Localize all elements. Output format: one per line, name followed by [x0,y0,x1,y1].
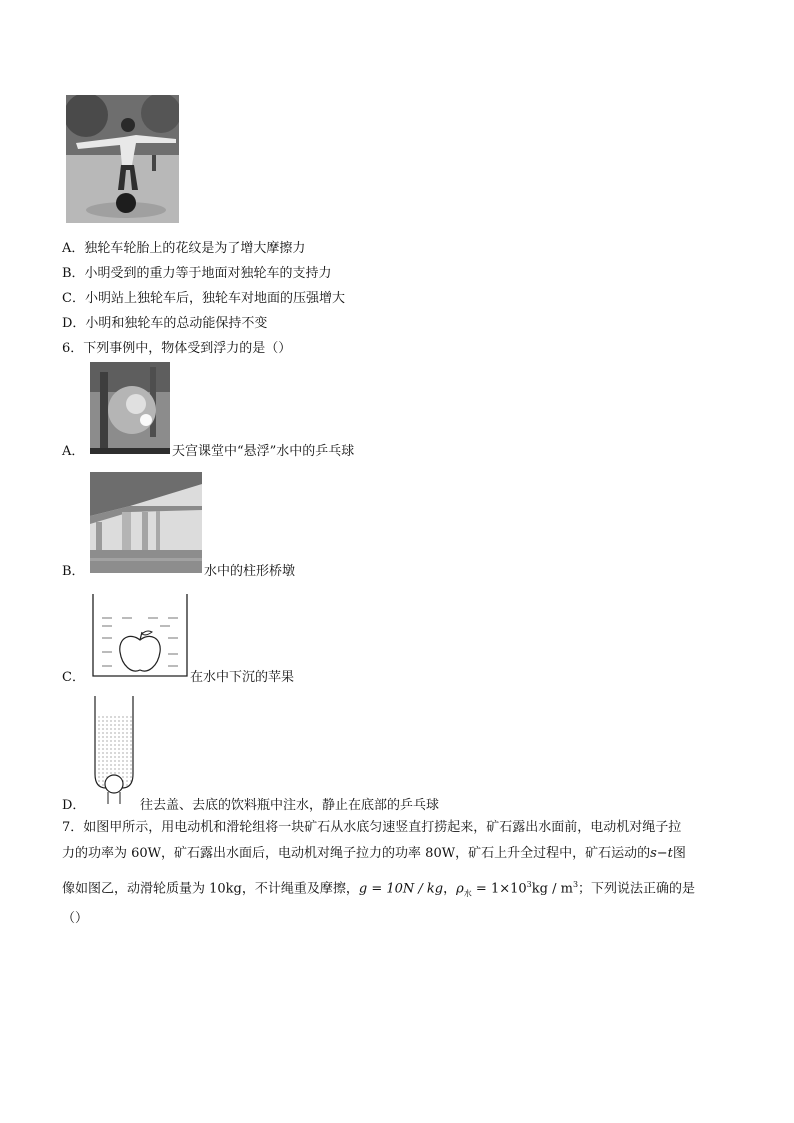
bottle-ball-diagram [90,696,138,808]
q6-option-a-label: A． [62,444,85,459]
q7-line-3 [62,876,695,903]
q6-stem: 6．下列事例中，物体受到浮力的是（） [62,341,292,356]
q6-option-b-caption: 水中的柱形桥墩 [204,564,296,579]
q6-option-c-caption: 在水中下沉的苹果 [190,670,295,685]
q7-st-symbol: s−t [650,846,673,861]
q6-option-b-label: B． [62,564,85,579]
q7-rho-unit-exponent: 3 [572,880,579,889]
q7-line-3-text-a: 像如图乙，动滑轮质量为 10kg，不计绳重及摩擦， [62,881,359,897]
apple-in-water-diagram [90,594,190,680]
q6-option-d-caption: 往去盖、去底的饮料瓶中注水，静止在底部的乒乓球 [140,798,440,813]
q5-option-d: D．小明和独轮车的总动能保持不变 [62,316,268,331]
unicycle-photo [66,95,179,223]
q6-option-d-label: D． [62,798,86,813]
bridge-pier-photo [90,472,202,573]
q7-line-2-text-a: 力的功率为 60W，矿石露出水面后，电动机对绳子拉力的功率 80W，矿石上升全过程中，矿石运动的 [62,846,651,861]
q6-option-a-caption: 天宫课堂中“悬浮”水中的乒乓球 [172,444,355,459]
q5-option-a: A．独轮车轮胎上的花纹是为了增大摩擦力 [62,241,306,256]
q7-separator: ， [443,881,457,897]
q7-rho-subscript: 水 [463,888,472,898]
q7-line-2 [62,845,686,863]
q5-option-c: C．小明站上独轮车后，独轮车对地面的压强增大 [62,291,345,306]
q7-rho-symbol: ρ [456,881,464,897]
q6-option-c-label: C． [62,670,85,685]
q7-rho-value: = 1×10 [471,881,527,897]
q7-gravity-formula: g = 10N / kg [358,881,444,897]
q7-line-4: （） [62,911,89,926]
q7-rho-exponent: 3 [526,880,532,889]
q7-rho-unit: kg / m [531,881,573,897]
q7-line-2-text-b: 图 [672,846,686,861]
q5-option-b: B．小明受到的重力等于地面对独轮车的支持力 [62,266,332,281]
q7-line-1: 7．如图甲所示，用电动机和滑轮组将一块矿石从水底匀速竖直打捞起来，矿石露出水面前，电动机对绳子拉 [62,820,682,835]
ping-pong-in-water-photo [90,362,170,454]
q7-line-3-text-b: ；下列说法正确的是 [578,881,696,897]
